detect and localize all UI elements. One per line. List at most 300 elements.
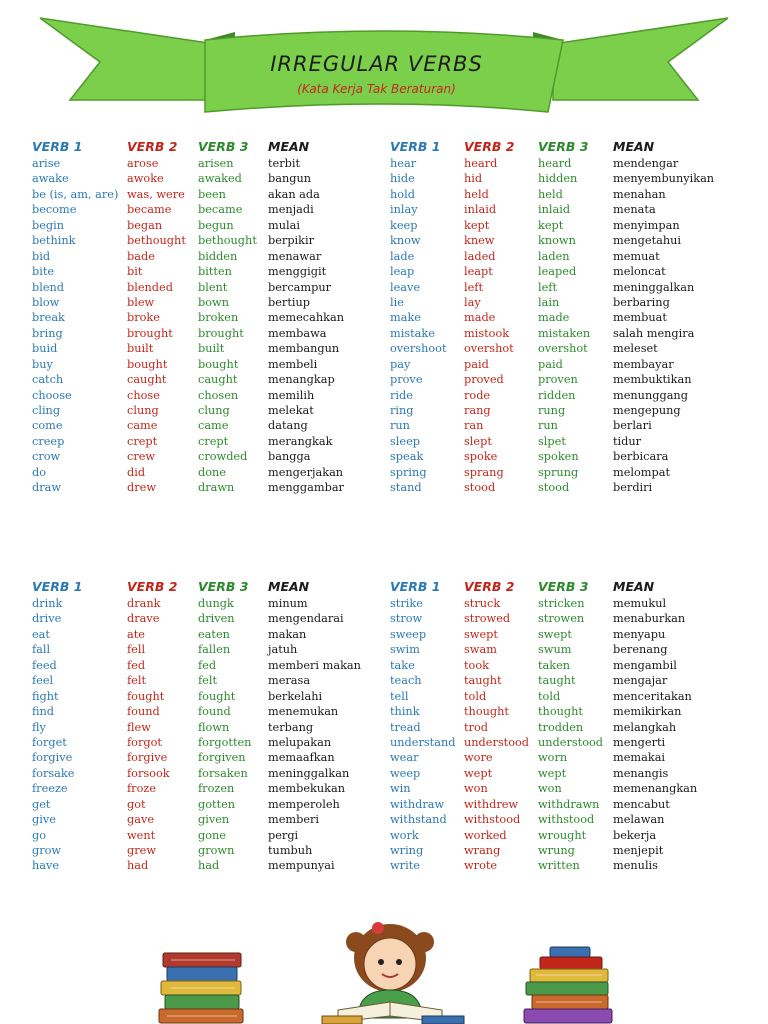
cell-verb3: thought: [538, 705, 583, 719]
cell-verb1: blend: [32, 280, 65, 294]
cell-verb3: bitten: [198, 265, 232, 279]
cell-meaning: memecahkan: [268, 311, 344, 325]
column-header-meaning: MEAN: [613, 139, 655, 154]
cell-verb2: struck: [464, 597, 501, 610]
cell-verb2: was, were: [127, 187, 185, 201]
cell-verb1: do: [32, 465, 47, 479]
cell-verb1: catch: [32, 373, 64, 387]
cell-meaning: bercampur: [268, 280, 331, 294]
cell-meaning: menaburkan: [613, 612, 686, 626]
cell-verb1: weep: [390, 766, 421, 780]
cell-meaning: tidur: [613, 434, 642, 448]
cell-verb1: spring: [390, 465, 427, 479]
column-verb2: [464, 138, 514, 496]
cell-verb2: forsook: [127, 766, 170, 780]
cell-meaning: mulai: [268, 218, 300, 232]
cell-verb2: paid: [464, 357, 489, 371]
cell-verb1: wear: [390, 751, 419, 765]
cell-meaning: membuat: [613, 311, 667, 325]
cell-verb2: did: [127, 465, 146, 479]
cell-meaning: menangis: [613, 766, 669, 780]
cell-verb2: arose: [127, 157, 159, 170]
cell-verb1: get: [32, 797, 51, 811]
column-meaning: [268, 138, 344, 496]
cell-verb2: rang: [464, 404, 491, 417]
cell-verb3: been: [198, 187, 226, 201]
cell-verb2: felt: [127, 674, 147, 688]
cell-meaning: mempunyai: [268, 859, 335, 873]
column-meaning: [268, 578, 361, 874]
cell-verb2: slept: [464, 434, 492, 448]
cell-verb2: understood: [464, 735, 530, 749]
cell-verb1: work: [390, 828, 419, 842]
column-header-meaning: MEAN: [268, 139, 310, 154]
cell-verb3: swum: [538, 643, 572, 657]
cell-verb3: fought: [198, 689, 236, 703]
cell-verb1: be (is, am, are): [32, 187, 119, 201]
cell-verb3: built: [198, 342, 225, 356]
cell-verb1: find: [32, 705, 55, 719]
cell-verb1: freeze: [32, 782, 68, 796]
page-title: IRREGULAR VERBS: [270, 52, 483, 76]
column-verb2: [127, 138, 186, 496]
cell-verb2: fed: [127, 658, 146, 672]
cell-verb2: rode: [464, 388, 491, 402]
cell-verb1: lie: [390, 295, 404, 309]
cell-verb1: go: [32, 828, 47, 842]
cell-verb1: forgive: [32, 751, 73, 765]
cell-verb3: run: [538, 419, 558, 433]
cell-verb2: taught: [464, 674, 502, 688]
cell-meaning: mendengar: [613, 157, 679, 170]
cell-verb1: tread: [390, 720, 421, 734]
cell-verb2: held: [464, 187, 489, 201]
cell-verb2: stood: [464, 481, 496, 495]
cell-meaning: menggigit: [268, 265, 327, 279]
cell-verb3: ridden: [538, 388, 576, 402]
cell-verb1: fall: [32, 643, 51, 657]
cell-verb1: begin: [32, 218, 65, 232]
cell-meaning: memikirkan: [613, 705, 682, 719]
column-header-verb1: VERB 1: [390, 139, 441, 154]
cell-meaning: datang: [268, 419, 308, 433]
cell-meaning: meninggalkan: [268, 766, 350, 780]
cell-verb2: bade: [127, 249, 155, 263]
cell-meaning: bekerja: [613, 828, 657, 842]
cell-verb1: hide: [390, 172, 415, 186]
cell-verb2: froze: [127, 782, 157, 796]
cell-verb1: leap: [390, 265, 415, 279]
cell-meaning: mengetahui: [613, 234, 682, 248]
column-verb2: [127, 578, 177, 874]
cell-verb2: knew: [464, 234, 495, 248]
cell-meaning: memenangkan: [613, 782, 698, 796]
cell-meaning: berkelahi: [268, 689, 323, 703]
column-header-verb2: VERB 2: [127, 579, 178, 594]
page-subtitle: (Kata Kerja Tak Beraturan): [297, 82, 456, 96]
cell-verb3: done: [198, 465, 226, 479]
cell-verb1: know: [390, 234, 421, 248]
cell-verb2: wrote: [464, 859, 498, 873]
cell-verb3: broken: [198, 311, 239, 325]
cell-verb1: fly: [32, 720, 46, 734]
cell-verb1: break: [32, 311, 65, 325]
cell-verb3: gotten: [198, 797, 236, 811]
cell-verb2: got: [127, 797, 146, 811]
cell-verb3: had: [198, 859, 220, 873]
cell-meaning: memilih: [268, 388, 315, 402]
cell-verb3: mistaken: [538, 326, 591, 340]
cell-meaning: memakai: [613, 751, 666, 765]
cell-verb3: crowded: [198, 450, 248, 464]
column-header-verb1: VERB 1: [390, 579, 441, 594]
cell-verb3: held: [538, 187, 563, 201]
cell-meaning: menceritakan: [613, 689, 692, 703]
cell-verb1: withdraw: [390, 797, 445, 811]
cell-meaning: berlari: [613, 419, 652, 433]
cell-verb2: awoke: [127, 172, 164, 186]
cell-meaning: mengajar: [613, 674, 668, 688]
cell-verb3: flown: [198, 720, 230, 734]
column-header-verb2: VERB 2: [464, 579, 515, 594]
cell-verb1: run: [390, 419, 410, 433]
cell-verb2: forgot: [127, 735, 162, 749]
cell-meaning: membangun: [268, 342, 340, 356]
cell-verb3: worn: [538, 751, 568, 765]
column-header-verb1: VERB 1: [32, 139, 83, 154]
cell-verb3: wept: [538, 766, 567, 780]
cell-verb1: swim: [390, 643, 420, 657]
cell-verb2: took: [464, 658, 489, 672]
cell-verb1: crow: [32, 450, 61, 464]
column-header-verb3: VERB 3: [538, 139, 589, 154]
cell-verb2: crew: [127, 450, 156, 464]
cell-verb2: crept: [127, 434, 158, 448]
cell-meaning: membekukan: [268, 782, 346, 796]
cell-verb3: became: [198, 203, 243, 217]
title-banner: [0, 0, 768, 125]
cell-meaning: menangkap: [268, 373, 335, 387]
column-verb3: [538, 578, 603, 874]
cell-verb1: forsake: [32, 766, 75, 780]
cell-verb3: clung: [198, 404, 230, 417]
cell-verb3: drawn: [198, 481, 235, 495]
cell-verb3: told: [538, 689, 561, 703]
cell-verb3: blent: [198, 280, 228, 294]
cell-verb2: wept: [464, 766, 493, 780]
cell-verb2: spoke: [464, 450, 498, 464]
cell-verb1: feel: [32, 674, 54, 688]
cell-meaning: akan ada: [268, 187, 320, 201]
cell-verb3: brought: [198, 326, 244, 340]
cell-verb3: driven: [198, 612, 235, 626]
cell-verb2: fell: [127, 643, 146, 657]
cell-meaning: menyembunyikan: [613, 172, 715, 186]
cell-verb3: wrung: [538, 844, 575, 857]
cell-verb1: draw: [32, 481, 62, 495]
column-verb3: [538, 138, 590, 496]
cell-verb1: blow: [32, 295, 60, 309]
cell-verb2: flew: [127, 720, 151, 734]
cell-verb3: understood: [538, 735, 604, 749]
cell-meaning: menjadi: [268, 203, 314, 217]
cell-verb2: wrang: [464, 844, 501, 857]
cell-verb2: swept: [464, 627, 498, 641]
cell-verb1: hold: [390, 187, 415, 201]
cell-meaning: meleset: [613, 342, 658, 356]
cell-verb2: leapt: [464, 265, 493, 279]
cell-verb1: win: [390, 782, 411, 796]
cell-verb2: swam: [464, 643, 497, 657]
cell-verb1: speak: [390, 450, 424, 464]
cell-meaning: menulis: [613, 859, 658, 873]
cell-verb1: ring: [390, 404, 414, 417]
cell-verb1: stand: [390, 481, 422, 495]
cell-verb3: eaten: [198, 627, 230, 641]
cell-verb3: paid: [538, 357, 563, 371]
cell-verb3: left: [538, 280, 558, 294]
cell-verb3: withstood: [538, 813, 595, 827]
cell-verb1: mistake: [390, 326, 435, 340]
cell-verb1: withstand: [390, 813, 447, 827]
column-meaning: [613, 138, 714, 496]
cell-meaning: melangkah: [613, 720, 677, 734]
cell-verb2: found: [127, 705, 160, 719]
cell-verb1: understand: [390, 735, 456, 749]
cell-verb2: overshot: [464, 342, 514, 356]
cell-meaning: menjepit: [613, 844, 664, 857]
cell-verb1: inlay: [390, 203, 418, 217]
cell-verb3: won: [538, 782, 562, 796]
cell-verb1: bring: [32, 326, 63, 340]
cell-meaning: berenang: [613, 643, 668, 657]
cell-verb1: strow: [390, 612, 423, 626]
cell-verb3: leaped: [538, 265, 577, 279]
column-meaning: [613, 578, 697, 874]
cell-verb1: pay: [390, 357, 411, 371]
column-header-verb2: VERB 2: [127, 139, 178, 154]
cell-verb3: taught: [538, 674, 576, 688]
cell-verb2: chose: [127, 388, 160, 402]
cell-meaning: bertiup: [268, 295, 310, 309]
cell-verb2: worked: [464, 828, 507, 842]
cell-verb2: bit: [127, 265, 143, 279]
cell-verb1: grow: [32, 844, 62, 857]
cell-verb3: swept: [538, 627, 572, 641]
cell-verb3: rung: [538, 404, 566, 417]
cell-meaning: membuktikan: [613, 373, 692, 387]
cell-verb2: withdrew: [464, 797, 519, 811]
cell-verb3: forsaken: [198, 766, 248, 780]
cell-verb3: awaked: [198, 172, 242, 186]
cell-verb2: became: [127, 203, 172, 217]
cell-verb1: have: [32, 859, 60, 873]
cell-verb1: choose: [32, 388, 72, 402]
cell-meaning: berbaring: [613, 295, 670, 309]
cell-verb3: begun: [198, 218, 234, 232]
cell-verb3: proven: [538, 373, 578, 387]
cell-meaning: menunggang: [613, 388, 688, 402]
cell-verb2: made: [464, 311, 496, 325]
cell-verb2: blew: [127, 295, 155, 309]
cell-verb3: felt: [198, 674, 218, 688]
column-header-meaning: MEAN: [613, 579, 655, 594]
cell-meaning: makan: [268, 627, 307, 641]
cell-verb2: went: [127, 828, 156, 842]
cell-meaning: terbang: [268, 720, 314, 734]
cell-verb3: gone: [198, 828, 226, 842]
cell-verb2: proved: [464, 373, 504, 387]
cell-verb1: ride: [390, 388, 413, 402]
cell-verb1: buid: [32, 342, 58, 356]
cell-verb3: frozen: [198, 782, 235, 796]
cell-verb1: buy: [32, 357, 53, 371]
cell-meaning: melawan: [613, 813, 665, 827]
cell-verb2: inlaid: [464, 203, 497, 217]
cell-verb3: bidden: [198, 249, 238, 263]
cell-meaning: memaafkan: [268, 751, 335, 765]
cell-meaning: bangga: [268, 450, 311, 464]
cell-verb2: forgive: [127, 751, 168, 765]
cell-verb1: come: [32, 419, 63, 433]
cell-verb3: made: [538, 311, 570, 325]
cell-verb3: bown: [198, 295, 229, 309]
cell-verb3: sprung: [538, 465, 579, 479]
cell-meaning: mengerti: [613, 735, 666, 749]
cell-verb1: write: [390, 859, 420, 873]
cell-verb2: heard: [464, 157, 498, 170]
column-header-verb3: VERB 3: [198, 579, 249, 594]
cell-meaning: memukul: [613, 597, 667, 610]
cell-verb3: spoken: [538, 450, 579, 464]
cell-meaning: mencabut: [613, 797, 670, 811]
column-header-verb1: VERB 1: [32, 579, 83, 594]
cell-verb3: found: [198, 705, 231, 719]
cell-verb1: bid: [32, 249, 51, 263]
cell-verb1: arise: [32, 157, 61, 170]
cell-verb2: grew: [127, 844, 156, 857]
cell-verb1: teach: [390, 674, 422, 688]
cell-verb1: take: [390, 658, 415, 672]
column-verb1: [32, 138, 118, 496]
cell-verb3: slpet: [538, 434, 566, 448]
column-header-meaning: MEAN: [268, 579, 310, 594]
cell-verb1: fight: [32, 689, 59, 703]
cell-meaning: menata: [613, 203, 656, 217]
cell-verb3: forgiven: [198, 751, 246, 765]
cell-verb1: eat: [32, 627, 50, 641]
cell-verb1: bite: [32, 265, 55, 279]
cell-verb1: drink: [32, 597, 63, 610]
cell-verb1: feed: [32, 658, 57, 672]
cell-verb3: heard: [538, 157, 572, 170]
cell-verb2: sprang: [464, 465, 504, 479]
cell-verb3: overshot: [538, 342, 588, 356]
cell-meaning: merangkak: [268, 434, 333, 448]
cell-verb3: wrought: [538, 828, 587, 842]
cell-meaning: meloncat: [613, 265, 666, 279]
cell-meaning: membeli: [268, 357, 318, 371]
cell-verb2: drave: [127, 612, 160, 626]
cell-verb2: drew: [127, 481, 156, 495]
cell-meaning: bangun: [268, 172, 312, 186]
cell-verb1: give: [32, 813, 56, 827]
cell-verb3: stood: [538, 481, 570, 495]
cell-verb2: drank: [127, 597, 161, 610]
cell-verb2: blended: [127, 280, 173, 294]
cell-verb1: cling: [32, 404, 61, 417]
cell-verb3: strowen: [538, 612, 585, 626]
cell-verb1: creep: [32, 434, 65, 448]
cell-meaning: minum: [268, 597, 308, 610]
cell-meaning: menawar: [268, 249, 322, 263]
cell-meaning: membawa: [268, 326, 327, 340]
cell-meaning: melupakan: [268, 735, 332, 749]
cell-verb3: arisen: [198, 157, 234, 170]
book-stack-right-icon: [520, 945, 620, 1024]
cell-verb3: fallen: [198, 643, 231, 657]
cell-verb1: strike: [390, 597, 423, 610]
cell-meaning: memuat: [613, 249, 660, 263]
cell-verb2: told: [464, 689, 487, 703]
cell-meaning: mengambil: [613, 658, 677, 672]
cell-verb1: awake: [32, 172, 69, 186]
cell-meaning: menahan: [613, 187, 666, 201]
cell-verb1: drive: [32, 612, 62, 626]
cell-verb3: laden: [538, 249, 570, 263]
cell-verb2: brought: [127, 326, 173, 340]
column-verb1: [390, 578, 455, 874]
cell-verb3: forgotten: [198, 735, 252, 749]
cell-verb2: hid: [464, 172, 483, 186]
cell-meaning: meninggalkan: [613, 280, 695, 294]
cell-verb3: written: [538, 859, 580, 873]
cell-verb2: wore: [464, 751, 493, 765]
cell-meaning: menyapu: [613, 627, 666, 641]
cell-meaning: terbit: [268, 157, 301, 170]
cell-verb3: chosen: [198, 388, 239, 402]
cell-verb3: came: [198, 419, 229, 433]
cell-meaning: berpikir: [268, 234, 315, 248]
cell-verb3: known: [538, 234, 576, 248]
cell-verb2: came: [127, 419, 158, 433]
cell-verb1: bethink: [32, 234, 76, 248]
cell-verb2: won: [464, 782, 488, 796]
girl-reading-icon: [318, 918, 468, 1024]
cell-meaning: berbicara: [613, 450, 669, 464]
cell-verb2: built: [127, 342, 154, 356]
cell-meaning: membayar: [613, 357, 674, 371]
column-header-verb2: VERB 2: [464, 139, 515, 154]
cell-meaning: pergi: [268, 828, 299, 842]
cell-meaning: jatuh: [268, 643, 298, 657]
column-header-verb3: VERB 3: [538, 579, 589, 594]
cell-verb2: withstood: [464, 813, 521, 827]
cell-verb1: forget: [32, 735, 67, 749]
cell-verb2: kept: [464, 218, 490, 232]
cell-verb2: broke: [127, 311, 160, 325]
column-verb1: [32, 578, 82, 874]
cell-verb1: overshoot: [390, 342, 447, 356]
cell-verb3: lain: [538, 295, 560, 309]
cell-verb3: crept: [198, 434, 229, 448]
cell-meaning: memperoleh: [268, 797, 340, 811]
cell-verb1: think: [390, 705, 420, 719]
cell-meaning: berdiri: [613, 481, 653, 495]
cell-verb3: grown: [198, 844, 235, 857]
cell-verb1: make: [390, 311, 421, 325]
cell-verb3: bethought: [198, 234, 257, 248]
